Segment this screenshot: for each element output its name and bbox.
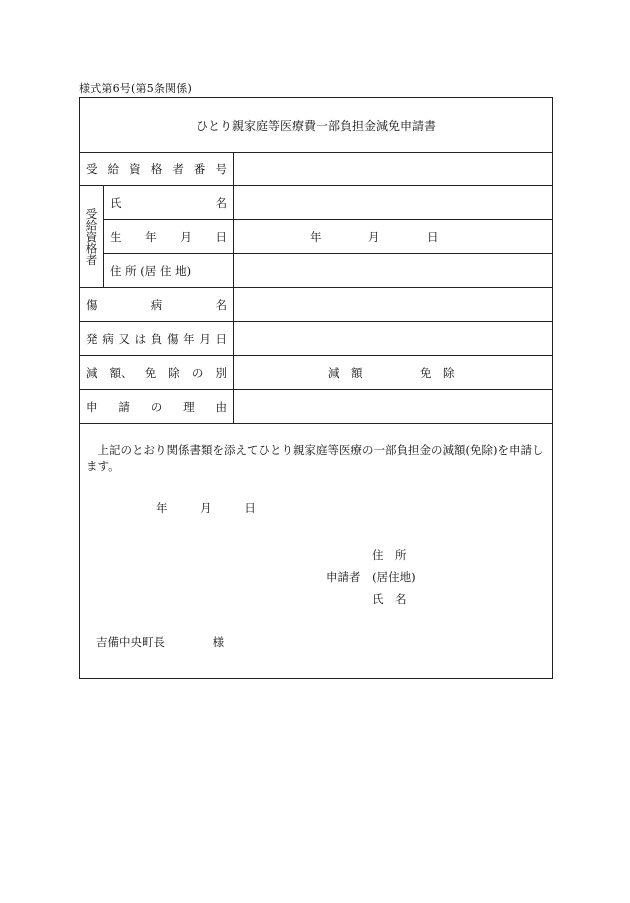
date-unit-year: 年 <box>156 501 168 515</box>
addressee <box>96 634 224 650</box>
onset-date-field[interactable] <box>234 322 552 355</box>
address-label <box>104 254 234 287</box>
disease-name-row <box>80 288 552 322</box>
exemption-option[interactable]: 免 除 <box>420 365 455 380</box>
label-char: 請 <box>118 399 130 414</box>
label-char: 免 <box>144 365 157 380</box>
reason-field[interactable] <box>234 390 552 423</box>
label-char: は <box>134 331 147 346</box>
label-char: 年 <box>145 229 157 244</box>
honorific: 様 <box>212 635 225 649</box>
onset-date-label <box>80 322 234 355</box>
application-statement: 上記のとおり関係書類を添えてひとり親家庭等医療の一部負担金の減額(免除)を申請します。 <box>86 443 544 473</box>
label-char: 生 <box>110 229 122 244</box>
label-char: 又 <box>118 331 130 346</box>
date-unit-year: 年 <box>310 229 322 244</box>
applicant-block <box>326 544 416 610</box>
date-unit-month: 月 <box>368 229 380 244</box>
label-char: 名 <box>215 297 227 312</box>
label-char: 病 <box>150 297 163 312</box>
address-label-text: 住 所 (居 住 地) <box>110 263 192 278</box>
disease-name-field[interactable] <box>234 288 552 321</box>
applicant-name-label: 氏 名 <box>372 592 407 606</box>
recipient-group-label-text: 受給資格者 <box>84 207 99 266</box>
label-char: 発 <box>86 331 98 346</box>
reduction-option[interactable]: 減 額 <box>328 365 363 380</box>
label-char: 減 <box>86 365 98 380</box>
label-char: 病 <box>102 331 114 346</box>
recipient-number-row <box>80 152 552 186</box>
applicant-label: 申請者 <box>326 570 361 584</box>
label-char: 負 <box>150 331 163 346</box>
label-char: 由 <box>215 399 227 414</box>
reason-label <box>80 390 234 423</box>
address-field[interactable] <box>234 254 552 287</box>
date-unit-day: 日 <box>427 229 439 244</box>
reduction-type-field <box>234 356 552 389</box>
date-unit-day: 日 <box>244 501 256 515</box>
label-char: 月 <box>199 331 211 346</box>
label-char: 受 <box>86 161 98 176</box>
disease-name-label <box>80 288 234 321</box>
form-number: 様式第6号(第5条関係) <box>79 82 192 95</box>
name-label <box>104 186 234 219</box>
address-row <box>104 254 552 287</box>
mayor-title: 吉備中央町長 <box>96 635 165 649</box>
date-unit-month: 月 <box>200 501 212 515</box>
label-char: 給 <box>107 161 120 176</box>
label-char: 申 <box>86 399 98 414</box>
label-char: 日 <box>215 331 227 346</box>
label-char: 月 <box>180 229 192 244</box>
form-title-text: ひとり親家庭等医療費一部負担金減免申請書 <box>195 118 436 133</box>
label-char: 除 <box>168 365 180 380</box>
label-char: 傷 <box>86 297 98 312</box>
label-char: 名 <box>215 195 227 210</box>
name-row <box>104 186 552 220</box>
recipient-group-label <box>80 186 104 287</box>
application-form <box>79 97 553 679</box>
applicant-line <box>326 566 416 588</box>
applicant-residence-label: (居住地) <box>372 570 416 584</box>
label-char: 者 <box>172 161 184 176</box>
applicant-address-label: 住 所 <box>372 548 407 562</box>
birthdate-field[interactable] <box>234 220 552 253</box>
name-field[interactable] <box>234 186 552 219</box>
label-char: 号 <box>215 161 227 176</box>
birthdate-row <box>104 220 552 254</box>
label-char: 日 <box>215 229 227 244</box>
recipient-number-label <box>80 152 234 185</box>
label-char: 資 <box>129 161 141 176</box>
label-char: 理 <box>183 399 195 414</box>
label-char: 別 <box>215 365 227 380</box>
label-char: の <box>150 399 163 414</box>
reason-row <box>80 390 552 424</box>
label-char: 格 <box>150 161 163 176</box>
recipient-group <box>80 186 552 288</box>
recipient-number-field[interactable] <box>234 152 552 185</box>
label-char: の <box>191 365 204 380</box>
application-date <box>156 500 285 516</box>
onset-date-row <box>80 322 552 356</box>
birthdate-label <box>104 220 234 253</box>
label-char: 年 <box>183 331 195 346</box>
label-char: 番 <box>193 161 206 176</box>
form-title <box>80 98 552 153</box>
reduction-type-label <box>80 356 234 389</box>
label-char: 氏 <box>110 195 122 210</box>
label-char: 額、 <box>109 365 133 380</box>
reduction-type-row <box>80 356 552 390</box>
label-char: 傷 <box>166 331 179 346</box>
